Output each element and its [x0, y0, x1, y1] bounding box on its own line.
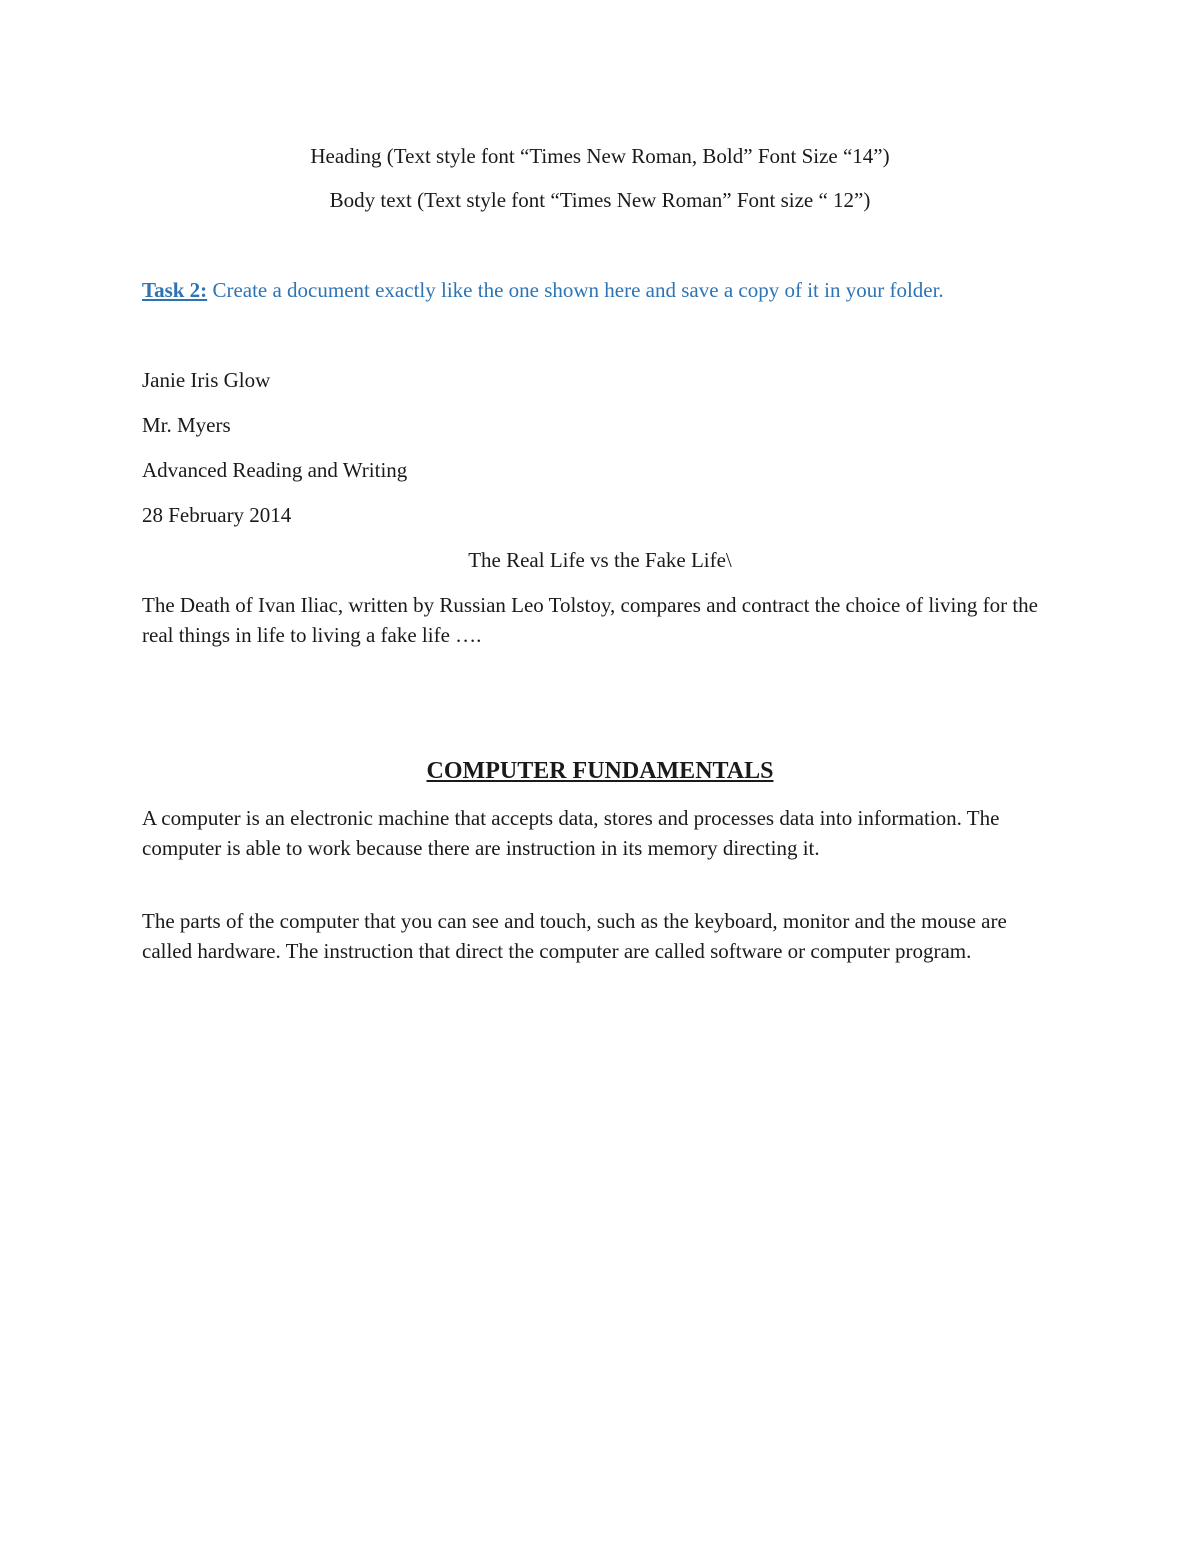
body-font-instruction: Body text (Text style font “Times New Roman” Font size “ 12”) [329, 188, 871, 212]
document-date: 28 February 2014 [142, 503, 292, 527]
section-paragraph-2: The parts of the computer that you can see and touch, such as the keyboard, monitor and the mouse are called hardware. The instruction that direct the computer are called software or computer program. [142, 909, 1007, 963]
section-paragraph-1: A computer is an electronic machine that accepts data, stores and processes data into information. The computer is able to work because there are instruction in its memory directing it. [142, 806, 1000, 860]
task-text: Create a document exactly like the one shown here and save a copy of it in your folder. [207, 278, 944, 302]
heading-font-instruction: Heading (Text style font “Times New Roman, Bold” Font Size “14”) [310, 144, 890, 168]
essay-paragraph: The Death of Ivan Iliac, written by Russian Leo Tolstoy, compares and contract the choice of living for the real things in life to living a fake life …. [142, 593, 1038, 647]
teacher-name: Mr. Myers [142, 413, 231, 437]
section-heading: COMPUTER FUNDAMENTALS [426, 758, 774, 784]
course-name: Advanced Reading and Writing [142, 458, 408, 482]
task-label: Task 2: [142, 278, 208, 302]
student-name: Janie Iris Glow [142, 368, 271, 392]
task-instruction [142, 275, 944, 305]
essay-title: The Real Life vs the Fake Life\ [468, 548, 732, 572]
